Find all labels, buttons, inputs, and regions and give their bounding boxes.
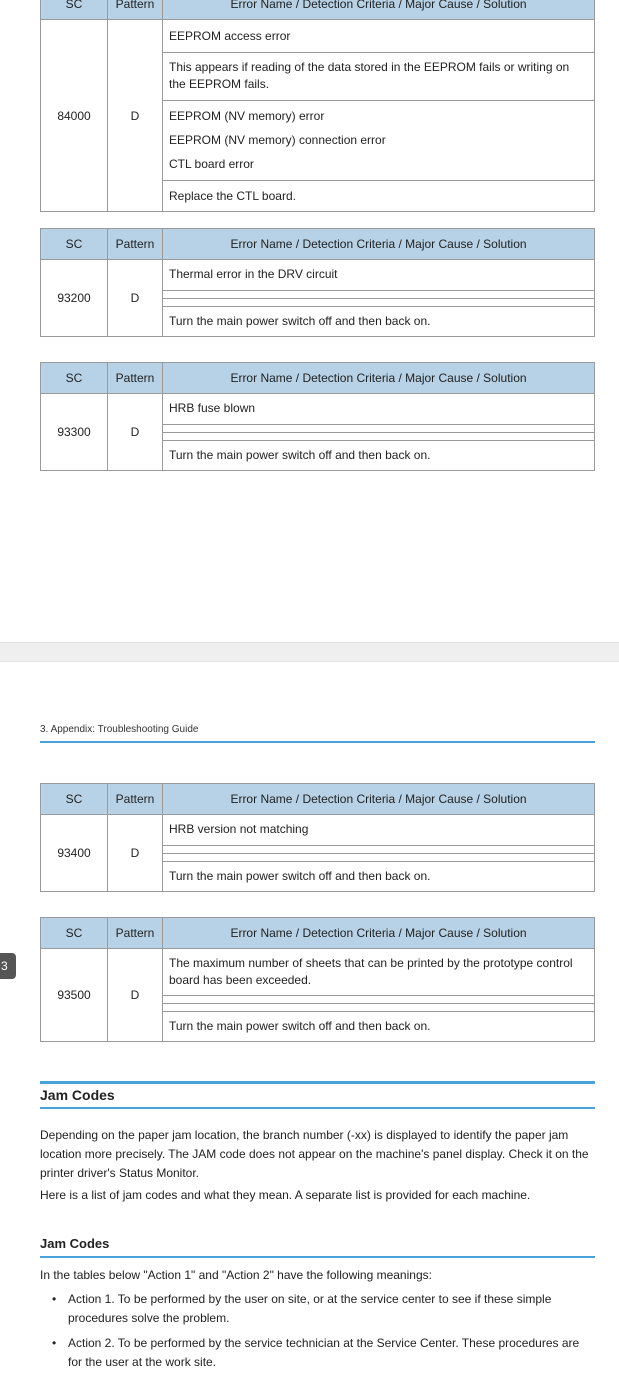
section-rule-bottom [40,1107,595,1109]
header-pattern: Pattern [108,918,163,949]
table-header-row [41,363,595,394]
header-description: Error Name / Detection Criteria / Major Cause / Solution [163,229,595,260]
detection-criteria [163,425,595,433]
sc-table-93200 [40,228,595,337]
page-separator [0,642,619,662]
detection-criteria [163,996,595,1004]
header-pattern: Pattern [108,229,163,260]
cause-item: EEPROM (NV memory) connection error [169,133,386,147]
list-item: • Action 1. To be performed by the user on site, or at the service center to see if these simple procedures solve the problem. [50,1290,590,1328]
table-row [41,815,595,846]
header-description: Error Name / Detection Criteria / Major Cause / Solution [163,363,595,394]
major-causes [163,433,595,441]
table-header-row [41,784,595,815]
header-sc: SC [41,0,108,20]
header-description: Error Name / Detection Criteria / Major Cause / Solution [163,0,595,20]
section-title: Jam Codes [40,1087,115,1103]
jam-intro-paragraph: Depending on the paper jam location, the branch number (-xx) is displayed to identify the paper jam location more precisely. The JAM code does not appear on the machine's panel display. Check it on the printer driver's Status Monitor. [40,1128,589,1180]
header-sc: SC [41,229,108,260]
error-name: HRB fuse blown [163,394,595,425]
running-header: 3. Appendix: Troubleshooting Guide [40,724,199,735]
major-causes [163,101,595,181]
table-row [41,260,595,291]
sc-code: 93400 [41,815,108,892]
sc-code: 93300 [41,394,108,471]
error-name: HRB version not matching [163,815,595,846]
cause-item: EEPROM (NV memory) error [169,109,325,123]
solution: Turn the main power switch off and then back on. [163,307,595,337]
detection-criteria [163,291,595,299]
solution: Replace the CTL board. [163,181,595,212]
actions-intro: In the tables below "Action 1" and "Action 2" have the following meanings: [40,1268,432,1282]
header-sc: SC [41,363,108,394]
table-header-row [41,229,595,260]
jam-list-paragraph: Here is a list of jam codes and what they mean. A separate list is provided for each machine. [40,1188,531,1202]
solution: Turn the main power switch off and then back on. [163,862,595,892]
major-causes [163,299,595,307]
table-header-row [41,918,595,949]
subsection-rule [40,1256,595,1258]
sc-table-93500 [40,917,595,1042]
header-pattern: Pattern [108,0,163,20]
sc-pattern: D [108,260,163,337]
solution: Turn the main power switch off and then back on. [163,441,595,471]
list-item: • Action 2. To be performed by the service technician at the Service Center. These procedures are for the user at the work site. [50,1334,590,1372]
sc-pattern: D [108,949,163,1042]
major-causes [163,1004,595,1012]
sc-code: 84000 [41,20,108,212]
sc-code: 93200 [41,260,108,337]
sc-table-93300 [40,362,595,471]
cause-item: CTL board error [169,157,254,171]
sc-table-84000 [40,0,595,212]
error-name: Thermal error in the DRV circuit [163,260,595,291]
solution: Turn the main power switch off and then back on. [163,1012,595,1042]
section-rule-top [40,1081,595,1084]
sc-pattern: D [108,815,163,892]
table-row [41,394,595,425]
table-row [41,20,595,53]
header-sc: SC [41,918,108,949]
header-pattern: Pattern [108,363,163,394]
page-upper [0,0,619,642]
sc-code: 93500 [41,949,108,1042]
header-sc: SC [41,784,108,815]
error-name: EEPROM access error [163,20,595,53]
header-pattern: Pattern [108,784,163,815]
chapter-tab: 3 [0,953,16,979]
table-header-row [41,0,595,20]
actions-list [50,1290,590,1375]
subsection-title: Jam Codes [40,1236,110,1251]
detection-criteria [163,846,595,854]
detection-criteria: This appears if reading of the data stored in the EEPROM fails or writing on the EEPROM fails. [163,53,595,101]
sc-pattern: D [108,20,163,212]
sc-pattern: D [108,394,163,471]
header-rule [40,741,595,743]
sc-table-93400 [40,783,595,892]
error-name: The maximum number of sheets that can be printed by the prototype control board has been exceeded. [163,949,595,996]
table-row [41,949,595,996]
header-description: Error Name / Detection Criteria / Major Cause / Solution [163,784,595,815]
header-description: Error Name / Detection Criteria / Major Cause / Solution [163,918,595,949]
major-causes [163,854,595,862]
